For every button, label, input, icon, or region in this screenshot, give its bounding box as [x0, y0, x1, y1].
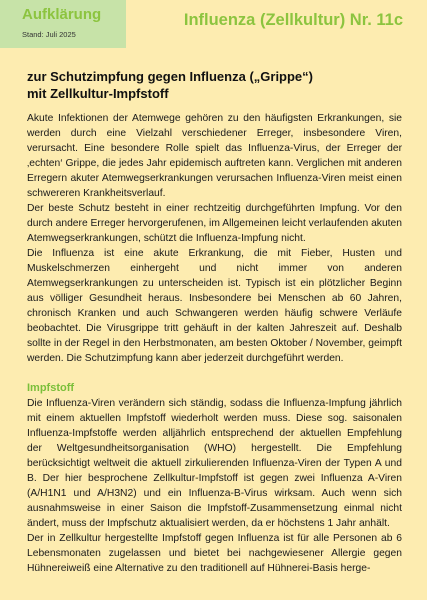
intro-paragraph-1: Akute Infektionen der Atemwege gehören zu den häufigsten Erkrankungen, sie werden durch eine Vielzahl verschiedener Erreger, insbesondere Viren, verursacht. Eine besondere Rolle spielt das Influenza-Virus, der Erreger der ‚echten‘ Grippe, die jedes Jahr epidemisch auftreten kann. Verglichen mit anderen Erregern akuter Atemwegserkrankungen verursachen Influenza-Viren meist einen schwereren Krankheitsverlauf. — [27, 113, 402, 199]
page-title-line-1: zur Schutzimpfung gegen Influenza („Grippe“) — [27, 69, 313, 84]
intro-paragraph-3: Die Influenza ist eine akute Erkrankung, die mit Fieber, Husten und Muskelschmerzen einhergeht und nicht immer von anderen Atemwegserkrankungen zu unterscheiden ist. Typisch ist ein plötzlicher Beginn aus völliger Gesundheit heraus. Insbesondere bei Menschen ab 60 Jahren, chronisch Kranken und auch Schwangeren werden häufig schwere Verläufe beobachtet. Die Virusgrippe tritt gehäuft in der kalten Jahreszeit auf. Deshalb sollte in der Regel in den Herbstmonaten, am besten Oktober / November, geimpft werden. Die Schutzimpfung kann aber jederzeit durchgeführt werden. — [27, 248, 402, 364]
page-title-line-2: mit Zellkultur-Impfstoff — [27, 86, 169, 101]
impfstoff-paragraph-1: Die Influenza-Viren verändern sich ständig, sodass die Influenza-Impfung jährlich mit einem aktuellen Impfstoff wiederholt werden muss. Diese sog. saisonalen Influenza-Impfstoffe werden alljährlich entsprechend der aktuellen Empfehlung der Weltgesundheitsorganisation (WHO) hergestellt. Die Empfehlung berücksichtigt weltweit die aktuell zirkulierenden Influenza-Viren der Typen A und B. Der hier besprochene Zellkultur-Impfstoff ist gegen zwei Influenza A-Viren (A/H1N1 und A/H3N2) und ein Influenza-B-Virus wirksam. Auch wenn sich ausnahmsweise in einer Saison die Impfstoff-Zusammensetzung einmal nicht ändert, muss der Impfschutz aktualisiert werden, da er höchstens 1 Jahr anhält. — [27, 398, 402, 529]
document-body — [27, 111, 402, 576]
intro-paragraph-2: Der beste Schutz besteht in einer rechtzeitig durchgeführten Impfung. Vor den durch andere Erreger hervorgerufenen, im Allgemeinen leicht verlaufenden akuten Atemwegserkrankungen, schützt die Influenza-Impfung nicht. — [27, 203, 402, 244]
category-badge — [0, 0, 126, 48]
document-number: Influenza (Zellkultur) Nr. 11c — [183, 11, 403, 29]
section-heading-impfstoff: Impfstoff — [27, 382, 75, 394]
page-title — [27, 68, 407, 102]
category-label: Aufklärung — [22, 6, 102, 23]
impfstoff-paragraph-2: Der in Zellkultur hergestellte Impfstoff gegen Influenza ist für alle Personen ab 6 Lebensmonaten zugelassen und bietet bei nachgewiesener Allergie gegen Hühnereiweiß eine Alternative zu den traditionell auf Hühnerei-Basis herge- — [27, 533, 402, 574]
issue-date: Stand: Juli 2025 — [22, 30, 76, 39]
